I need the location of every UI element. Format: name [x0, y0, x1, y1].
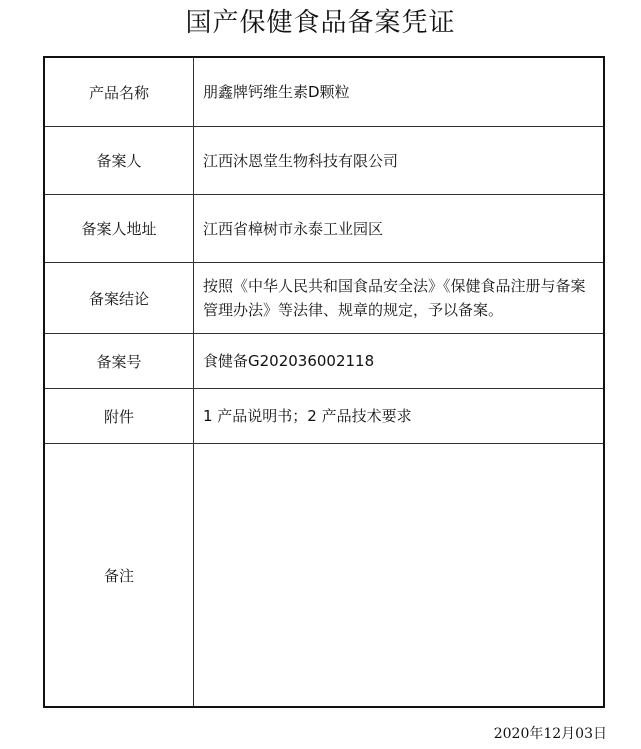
field-value-registrant-address: 江西省樟树市永泰工业园区	[203, 219, 384, 238]
field-label-record-number: 备案号	[45, 334, 194, 388]
document-title: 国产保健食品备案凭证	[185, 8, 456, 38]
field-value-product-name: 朋鑫牌钙维生素D颗粒	[203, 83, 350, 101]
field-label-remarks: 备注	[45, 444, 194, 706]
table-row-product-name	[45, 58, 603, 127]
issue-date: 2020年12月03日	[493, 726, 607, 742]
table-row-record-number	[45, 334, 603, 389]
table-row-conclusion	[45, 263, 603, 334]
field-label-registrant: 备案人	[45, 127, 194, 194]
field-value-record-number: 食健备G202036002118	[203, 352, 375, 370]
field-value-remarks	[203, 444, 593, 706]
table-row-remarks	[45, 444, 603, 706]
field-value-attachments: 1 产品说明书；2 产品技术要求	[203, 407, 412, 425]
table-row-registrant-address	[45, 195, 603, 263]
field-label-registrant-address: 备案人地址	[45, 195, 194, 262]
table-row-registrant	[45, 127, 603, 195]
field-value-conclusion: 按照《中华人民共和国食品安全法》《保健食品注册与备案管理办法》等法律、规章的规定，予以备案。	[203, 277, 586, 319]
record-table	[43, 56, 605, 708]
field-label-conclusion: 备案结论	[45, 263, 194, 333]
field-label-attachments: 附件	[45, 389, 194, 443]
field-label-product-name: 产品名称	[45, 58, 194, 126]
table-row-attachments	[45, 389, 603, 444]
field-value-registrant: 江西沐恩堂生物科技有限公司	[203, 151, 399, 170]
